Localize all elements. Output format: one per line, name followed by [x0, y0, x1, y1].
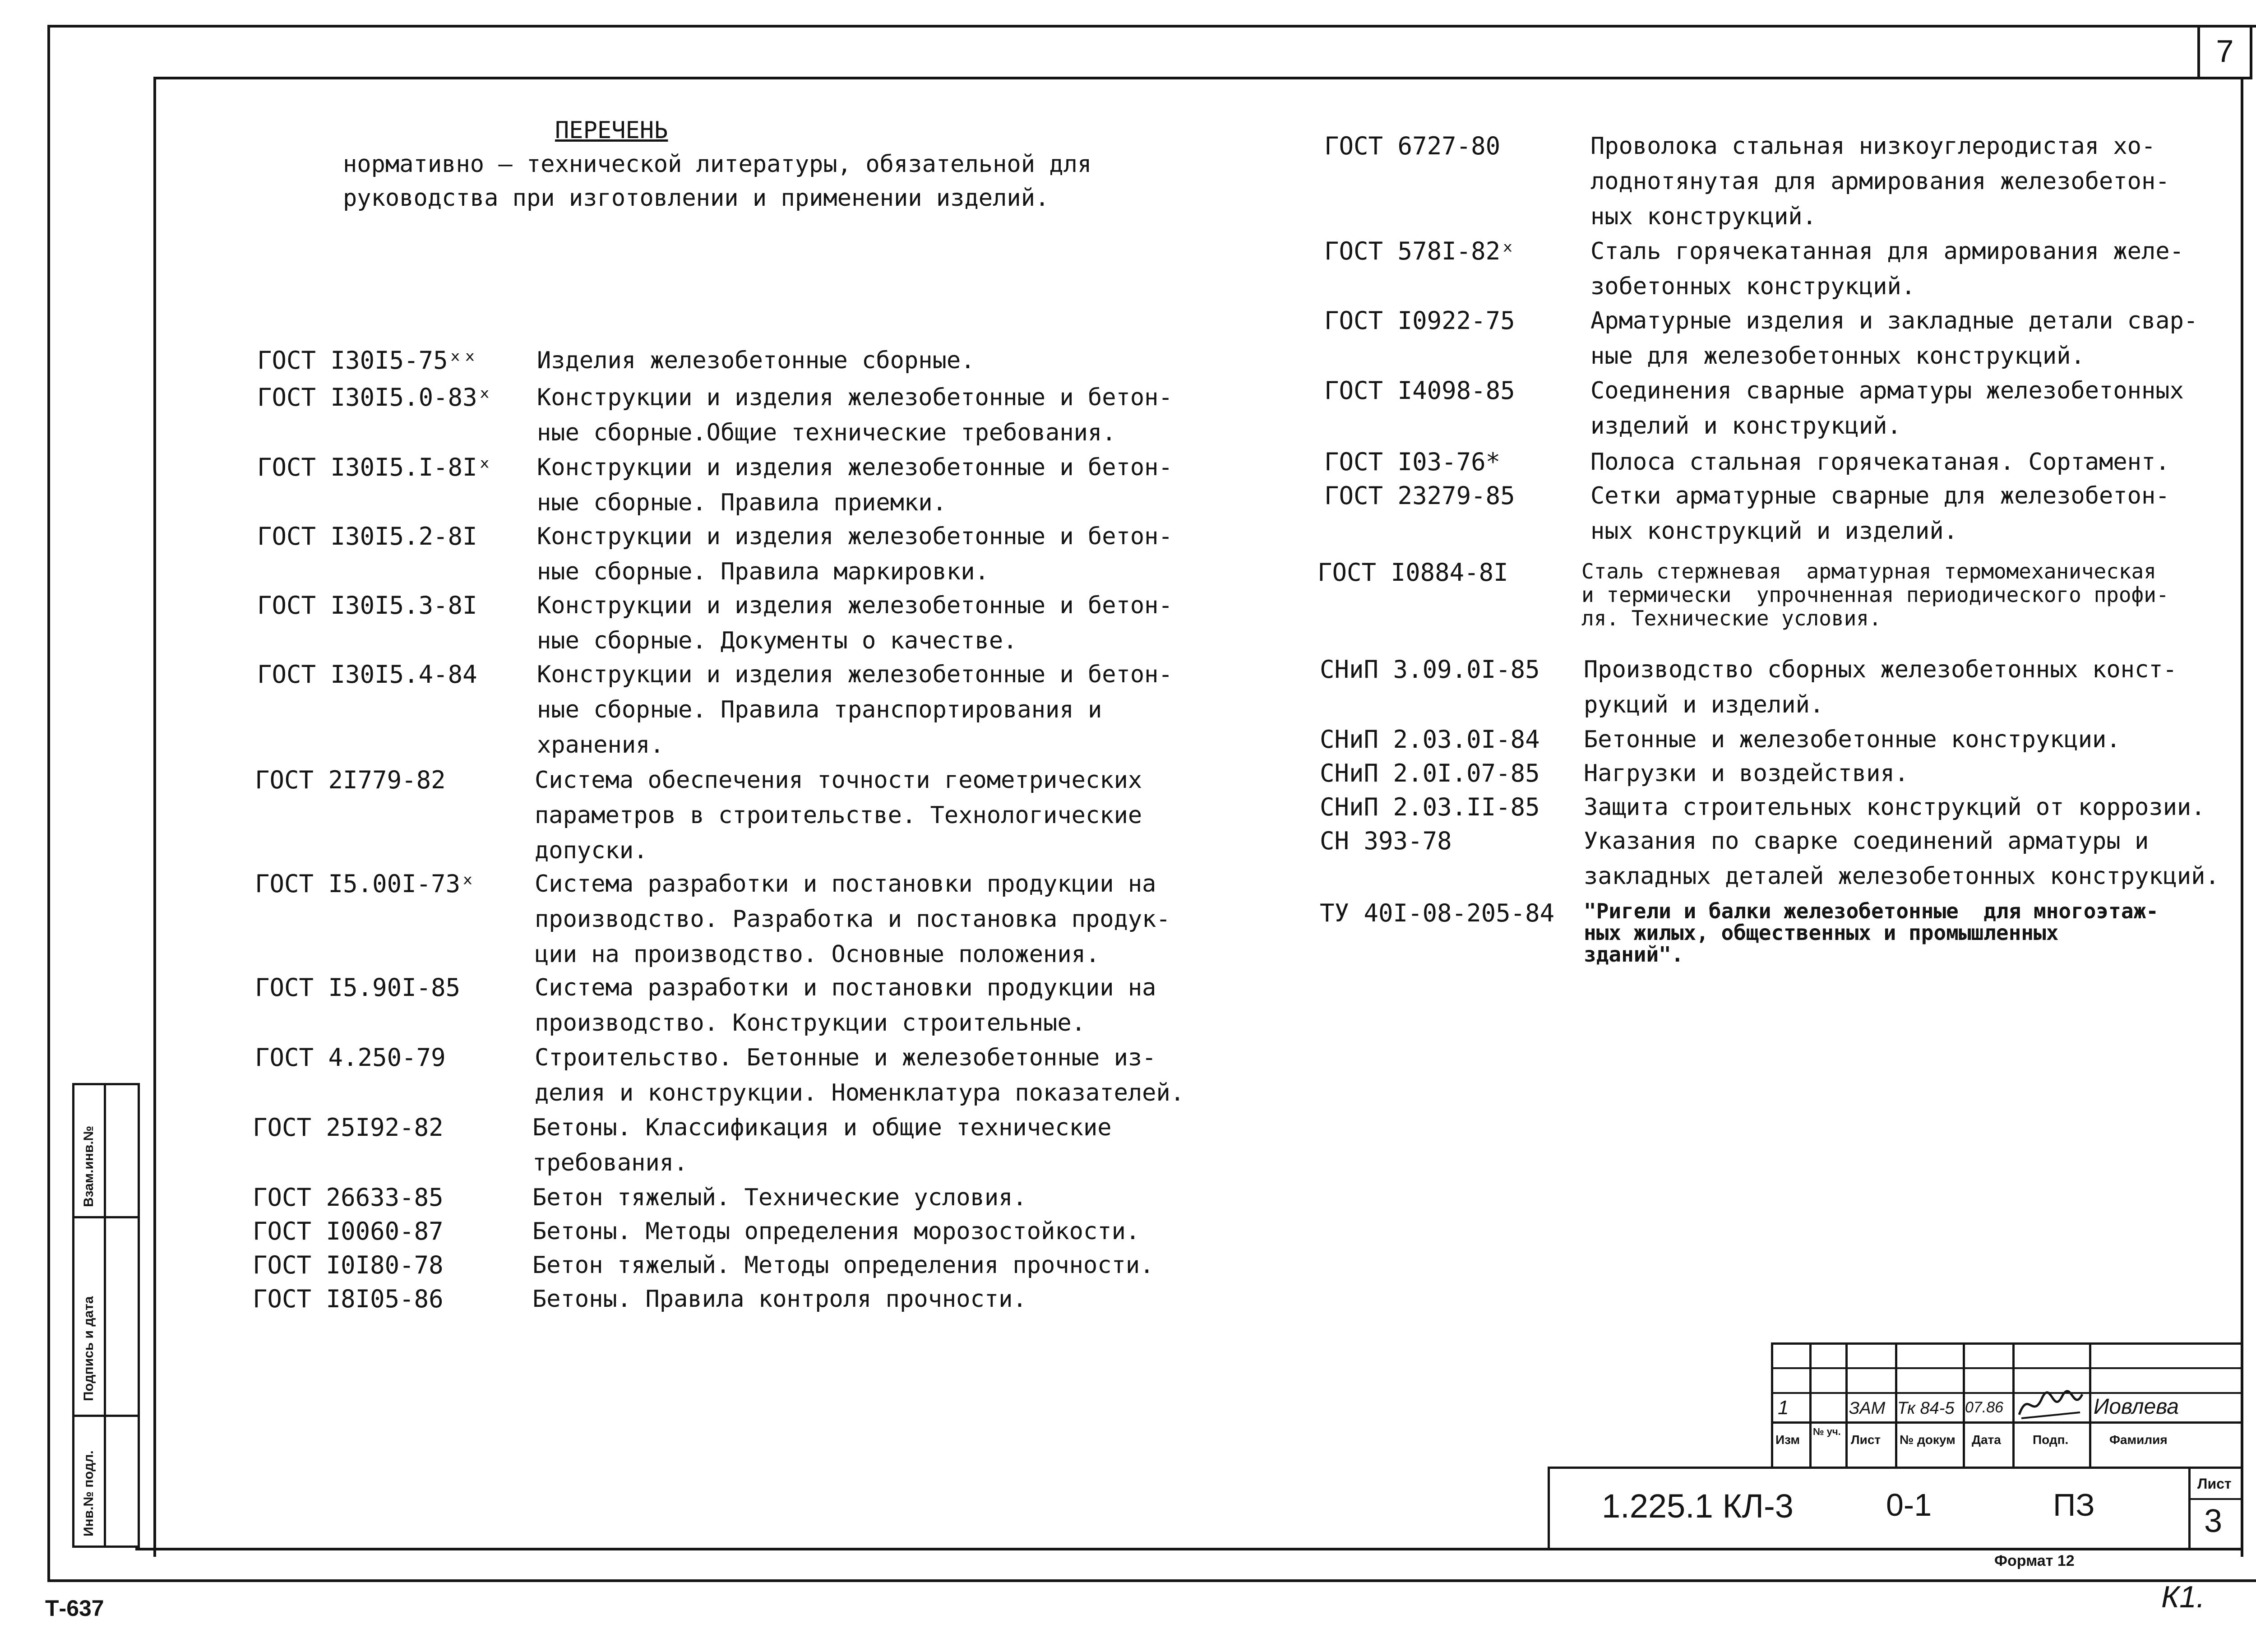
- norm-description: Указания по сварке соединений арматуры и закладных деталей железобетонных конструкций.: [1584, 828, 2219, 890]
- stamp-label-list: Лист: [1851, 1433, 1881, 1447]
- norm-description: Конструкции и изделия железобетонные и бетон- ные сборные. Документы о качестве.: [537, 592, 1173, 654]
- norm-description: Система разработки и постановки продукции на производство. Разработка и постановка продук- ции на производство. Основные положения.: [535, 870, 1170, 968]
- inner-frame-left: [153, 77, 156, 1557]
- bottom-right-mark: К1.: [2161, 1580, 2205, 1614]
- stamp-izm-value: 1: [1778, 1397, 1789, 1419]
- norm-description: Арматурные изделия и закладные детали свар- ные для железобетонных конструкций.: [1590, 307, 2198, 370]
- norm-code: ГОСТ 6727-80: [1324, 132, 1501, 160]
- norm-code: ГОСТ 26633-85: [253, 1183, 444, 1212]
- stamp-familiya-value: Иовлева: [2094, 1395, 2179, 1419]
- norm-description: Бетон тяжелый. Методы определения прочности.: [532, 1252, 1154, 1279]
- title-block: [1548, 1342, 2242, 1550]
- norm-code: ГОСТ I03-76*: [1324, 448, 1501, 476]
- title-block-line: [1771, 1342, 2242, 1345]
- signature-icon: [2017, 1388, 2085, 1421]
- norm-description: Бетоны. Классификация и общие технические требования.: [532, 1114, 1112, 1176]
- side-stamp-podpis-data: Подпись и дата: [81, 1296, 96, 1401]
- norm-description: Бетоны. Правила контроля прочности.: [532, 1286, 1027, 1313]
- outer-frame-bottom: [47, 1579, 2256, 1582]
- norm-code: ГОСТ I30I5-75ˣˣ: [257, 346, 477, 375]
- stamp-label-izm: Изм: [1775, 1433, 1800, 1447]
- norm-description: Соединения сварные арматуры железобетонных изделий и конструкций.: [1590, 377, 2184, 440]
- sheet-code: ПЗ: [2053, 1487, 2095, 1522]
- norm-code: ГОСТ I5.00I-73ˣ: [255, 870, 475, 898]
- norm-code: ГОСТ I8I05-86: [253, 1285, 444, 1313]
- title-block-line: [1548, 1467, 1550, 1550]
- norm-code: СНиП 2.0I.07-85: [1320, 759, 1540, 787]
- norm-code: СНиП 2.03.0I-84: [1320, 725, 1540, 754]
- norm-code: ГОСТ I30I5.4-84: [257, 660, 477, 689]
- document-code: 1.225.1 КЛ-3: [1602, 1487, 1794, 1525]
- norm-description: Изделия железобетонные сборные.: [537, 347, 975, 374]
- page-number-box: [2197, 25, 2252, 79]
- bottom-left-code: Т-637: [45, 1596, 104, 1621]
- norm-code: ГОСТ I0922-75: [1324, 306, 1515, 335]
- title-block-line: [1845, 1342, 1848, 1469]
- outer-frame-left: [47, 25, 50, 1582]
- side-stamp-vzam-inv: Взам.инв.№: [81, 1125, 96, 1207]
- norm-code: СНиП 3.09.0I-85: [1320, 655, 1540, 684]
- side-stamp-divider: [74, 1415, 140, 1417]
- norm-code: ГОСТ I30I5.0-83ˣ: [257, 383, 492, 412]
- norm-code: ГОСТ I0884-8I: [1318, 558, 1508, 587]
- sheet-number: 3: [2204, 1503, 2223, 1539]
- norm-description: Нагрузки и воздействия.: [1584, 760, 1909, 787]
- norm-description: Бетонные и железобетонные конструкции.: [1584, 726, 2121, 753]
- norm-code: ГОСТ 578I-82ˣ: [1324, 237, 1515, 265]
- side-stamp-divider: [104, 1085, 106, 1548]
- norm-description: "Ригели и балки железобетонные для многоэтаж- ных жилых, общественных и промышленных зданий".: [1584, 899, 2159, 967]
- outer-frame-top: [47, 25, 2256, 28]
- stamp-label-ndokum: № докум: [1900, 1433, 1956, 1447]
- norm-code: ГОСТ I0I80-78: [253, 1251, 444, 1279]
- norm-code: ТУ 40I-08-205-84: [1320, 899, 1555, 927]
- stamp-label-familiya: Фамилия: [2109, 1433, 2168, 1447]
- norm-code: СН 393-78: [1320, 827, 1452, 855]
- page-subtitle-line2: руководства при изготовлении и применении изделий.: [343, 185, 1049, 212]
- norm-description: Конструкции и изделия железобетонные и бетон- ные сборные. Правила маркировки.: [537, 523, 1173, 585]
- format-label: Формат 12: [1994, 1552, 2075, 1569]
- norm-code: ГОСТ I4098-85: [1324, 376, 1515, 405]
- norm-code: ГОСТ 4.250-79: [255, 1043, 446, 1072]
- stamp-label-podp: Подп.: [2033, 1433, 2069, 1447]
- norm-description: Конструкции и изделия железобетонные и бетон- ные сборные. Правила транспортирования и хранения.: [537, 661, 1173, 759]
- title-block-line: [2089, 1342, 2091, 1469]
- title-block-line: [2012, 1342, 2015, 1469]
- side-stamp: [72, 1083, 140, 1548]
- norm-description: Проволока стальная низкоуглеродистая хо- лоднотянутая для армирования железобетон- ных конструкций.: [1590, 133, 2170, 230]
- inner-frame-top: [153, 77, 2242, 79]
- norm-description: Сталь горячекатанная для армирования желе- зобетонных конструкций.: [1590, 238, 2184, 300]
- page-number: 7: [2216, 33, 2234, 69]
- title-block-line: [1771, 1392, 2242, 1394]
- norm-code: ГОСТ 23279-85: [1324, 481, 1515, 510]
- norm-code: ГОСТ I5.90I-85: [255, 973, 461, 1002]
- norm-description: Строительство. Бетонные и железобетонные из- делия и конструкции. Номенклатура показателей.: [535, 1044, 1185, 1106]
- norm-code: ГОСТ I30I5.3-8I: [257, 591, 477, 620]
- norm-description: Сетки арматурные сварные для железобетон- ных конструкций и изделий.: [1590, 482, 2170, 545]
- title-block-line: [2188, 1467, 2191, 1550]
- title-block-line: [1771, 1367, 2242, 1369]
- norm-code: ГОСТ 2I779-82: [255, 766, 446, 794]
- norm-description: Бетоны. Методы определения морозостойкости.: [532, 1218, 1140, 1245]
- norm-description: Конструкции и изделия железобетонные и бетон- ные сборные.Общие технические требования.: [537, 384, 1173, 446]
- stamp-list-value: ЗАМ: [1849, 1399, 1886, 1418]
- stamp-ndokum-value: Тк 84-5: [1897, 1399, 1955, 1418]
- title-block-line: [1771, 1342, 1773, 1469]
- norm-description: Полоса стальная горячекатаная. Сортамент.: [1590, 449, 2170, 476]
- norm-code: СНиП 2.03.II-85: [1320, 793, 1540, 821]
- norm-description: Система обеспечения точности геометрических параметров в строительстве. Технологические допуски.: [535, 767, 1142, 864]
- side-stamp-inv-podl: Инв.№ подл.: [81, 1450, 96, 1536]
- norm-description: Конструкции и изделия железобетонные и бетон- ные сборные. Правила приемки.: [537, 454, 1173, 516]
- side-stamp-divider: [74, 1216, 140, 1218]
- norm-description: Система разработки и постановки продукции на производство. Конструкции строительные.: [535, 974, 1156, 1037]
- norm-description: Защита строительных конструкций от коррозии.: [1584, 794, 2205, 821]
- title-block-line: [2188, 1498, 2242, 1500]
- inner-frame-right: [2241, 77, 2243, 1557]
- stamp-label-data: Дата: [1972, 1433, 2001, 1447]
- issue-code: 0-1: [1886, 1487, 1932, 1522]
- norm-code: ГОСТ 25I92-82: [253, 1113, 444, 1142]
- page-title: ПЕРЕЧЕНЬ: [555, 117, 668, 144]
- norm-code: ГОСТ I30I5.I-8Iˣ: [257, 453, 492, 481]
- title-block-line: [1771, 1421, 2242, 1424]
- norm-description: Сталь стержневая арматурная термомеханическая и термически упрочненная периодического профи- ля. Технические условия.: [1581, 559, 2169, 630]
- norm-description: Бетон тяжелый. Технические условия.: [532, 1184, 1027, 1211]
- sheet-label: Лист: [2197, 1476, 2232, 1492]
- page-subtitle-line1: нормативно – технической литературы, обязательной для: [343, 151, 1092, 178]
- norm-code: ГОСТ I0060-87: [253, 1217, 444, 1245]
- stamp-label-nuch: № уч.: [1813, 1426, 1841, 1437]
- norm-code: ГОСТ I30I5.2-8I: [257, 522, 477, 551]
- norm-description: Производство сборных железобетонных конст- рукций и изделий.: [1584, 656, 2177, 718]
- title-block-line: [1809, 1342, 1812, 1469]
- stamp-data-value: 07.86: [1965, 1399, 2004, 1416]
